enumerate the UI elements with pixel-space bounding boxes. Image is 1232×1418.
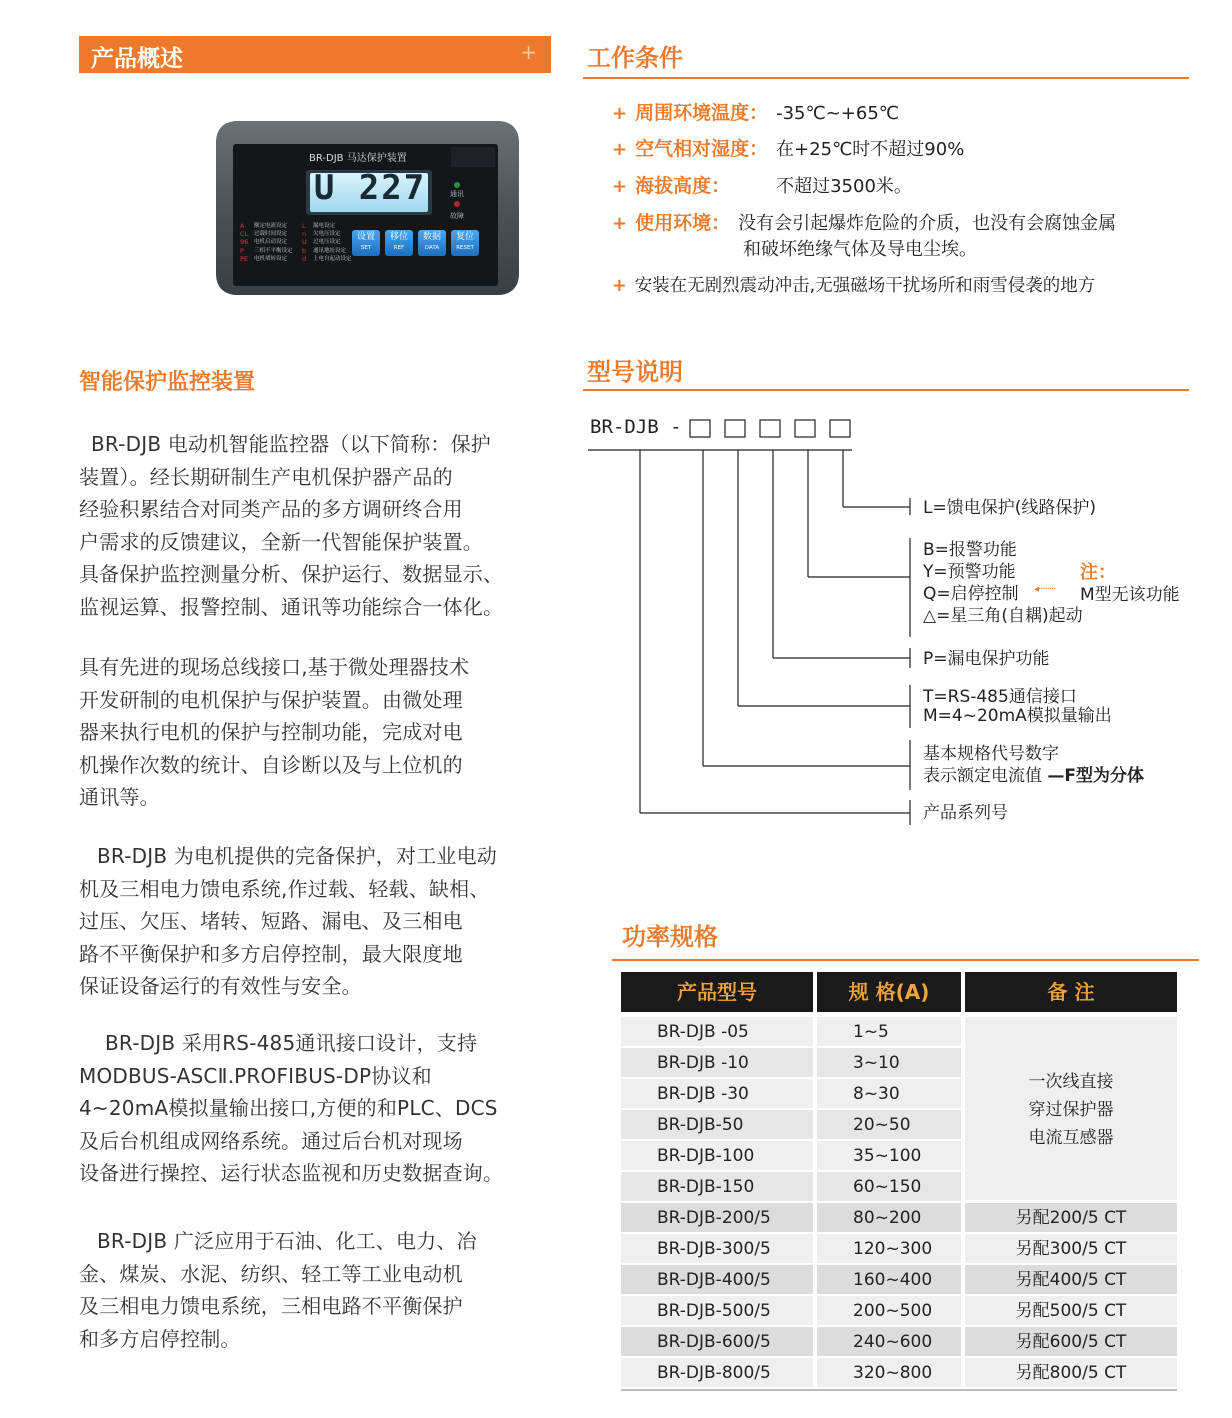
overview-header (79, 36, 551, 73)
reset-button[interactable]: 复位 RESET (455, 232, 474, 251)
desc-l: L=馈电保护(线路保护) (923, 498, 1096, 518)
condition-environment-2: 和破坏绝缘气体及导电尘埃。 (743, 239, 977, 260)
paragraph-4: BR-DJB 采用RS-485通讯接口设计，支持 MODBUS-ASCⅡ.PROFIBUS-DP协议和 4~20mA模拟量输出接口,方便的和PLC、DCS 及后台机组成网络系统。通过后台机对现场 设备进行操控、运行状态监视和历史数据查询。 (79, 1031, 504, 1185)
model-divider (583, 389, 1189, 391)
desc-base: 基本规格代号数字 表示额定电流值 —F型为分体 (923, 744, 1145, 786)
table-row: BR-DJB-500/5 200~500 另配500/5 CT (621, 1296, 1177, 1327)
power-divider (612, 959, 1199, 961)
arrow-left-icon: ◂········ (1034, 584, 1056, 595)
col-header-spec: 规 格(A) (817, 972, 961, 1012)
conditions-title: 工作条件 (587, 44, 683, 72)
desc-functions: B=报警功能 Y=预警功能 Q=启停控制 △=星三角(自耦)起动 (923, 540, 1083, 626)
merged-note-text: 一次线直接 穿过保护器 电流互感器 (1028, 1072, 1114, 1148)
fault-indicator: 故障 (450, 212, 464, 220)
desc-series: 产品系列号 (923, 803, 1008, 823)
note-text: M型无该功能 (1080, 585, 1180, 605)
right-codes: L n U b d (302, 222, 307, 263)
table-row: BR-DJB-400/5 160~400 另配400/5 CT (621, 1265, 1177, 1296)
note-label: 注： (1080, 562, 1116, 583)
condition-altitude: + 海拔高度： 不超过3500米。 (612, 175, 912, 197)
set-button[interactable]: 设置 SET (356, 232, 375, 251)
condition-install: + 安装在无剧烈震动冲击,无强磁场干扰场所和雨雪侵袭的地方 (612, 276, 1096, 296)
model-diagram-lines (580, 410, 920, 830)
shift-button[interactable]: 移位 REF (389, 232, 408, 251)
device-name: BR-DJB 马达保护装置 (309, 153, 407, 164)
table-bottom-rule (621, 1389, 1177, 1391)
desc-p: P=漏电保护功能 (923, 649, 1050, 669)
left-labels: 额定电流设定 过载时间设定 电机启动设定 三相不平衡设定 电机堵转设定 (254, 223, 293, 262)
table-row: BR-DJB-50 20~50 (621, 1110, 1177, 1141)
model-title: 型号说明 (587, 358, 683, 386)
left-codes: A CL 96 P PE (240, 222, 249, 263)
table-row: BR-DJB -05 1~5 (621, 1017, 1177, 1048)
table-row: BR-DJB-800/5 320~800 另配800/5 CT (621, 1358, 1177, 1389)
right-labels: 漏电设定 欠电压设定 过电压设定 通讯地址设定 上电自起动设定 (313, 223, 352, 262)
table-row: BR-DJB-100 35~100 (621, 1141, 1177, 1172)
data-button[interactable]: 数据 DATA (422, 232, 441, 251)
table-row: BR-DJB-200/5 80~200 另配200/5 CT (621, 1203, 1177, 1234)
plus-icon: + (520, 40, 537, 64)
device-image (213, 117, 522, 299)
table-row: BR-DJB-600/5 240~600 另配600/5 CT (621, 1327, 1177, 1358)
table-row: BR-DJB-150 60~150 (621, 1172, 1177, 1203)
conditions-divider (583, 77, 1189, 79)
power-title: 功率规格 (622, 923, 718, 951)
table-row: BR-DJB-300/5 120~300 另配300/5 CT (621, 1234, 1177, 1265)
condition-temperature: + 周围环境温度： -35℃~+65℃ (612, 102, 900, 124)
paragraph-2: 具有先进的现场总线接口,基于微处理器技术 开发研制的电机保护与保护装置。由微处理 器来执行电机的保护与控制功能，完成对电 机操作次数的统计、自诊断以及与上位机的 通讯等。 (79, 655, 470, 809)
left-subtitle: 智能保护监控装置 (79, 370, 256, 395)
table-row: BR-DJB -10 3~10 (621, 1048, 1177, 1079)
desc-tm: T=RS-485通信接口 M=4~20mA模拟量输出 (923, 687, 1112, 726)
paragraph-1: BR-DJB 电动机智能监控器（以下简称：保护 装置）。经长期研制生产电机保护器产品的 经验积累结合对同类产品的多方调研终合用 户需求的反馈建议，全新一代智能保护装置。 具备保护监控测量分析、保护运行、数据显示、 监视运算、报警控制、通讯等功能综合一体化。 (79, 432, 504, 619)
col-header-note: 备 注 (965, 972, 1177, 1012)
condition-environment: + 使用环境： 没有会引起爆炸危险的介质，也没有会腐蚀金属 (612, 212, 1117, 234)
overview-title: 产品概述 (91, 46, 183, 72)
col-header-model: 产品型号 (621, 972, 813, 1012)
paragraph-5: BR-DJB 广泛应用于石油、化工、电力、冶 金、煤炭、水泥、纺织、轻工等工业电动机 及三相电力馈电系统，三相电路不平衡保护 和多方启停控制。 (79, 1229, 477, 1351)
device-lcd: U 227 (313, 168, 427, 208)
condition-humidity: + 空气相对湿度： 在+25℃时不超过90% (612, 138, 965, 160)
table-row: BR-DJB -30 8~30 (621, 1079, 1177, 1110)
comm-indicator: 通讯 (450, 190, 464, 198)
model-code-prefix: BR-DJB - (590, 416, 682, 438)
paragraph-3: BR-DJB 为电机提供的完备保护，对工业电动 机及三相电力馈电系统,作过载、轻载、缺相、 过压、欠压、堵转、短路、漏电、及三相电 路不平衡保护和多方启停控制，最大限度地 保证设备运行的有效性与安全。 (79, 844, 498, 998)
